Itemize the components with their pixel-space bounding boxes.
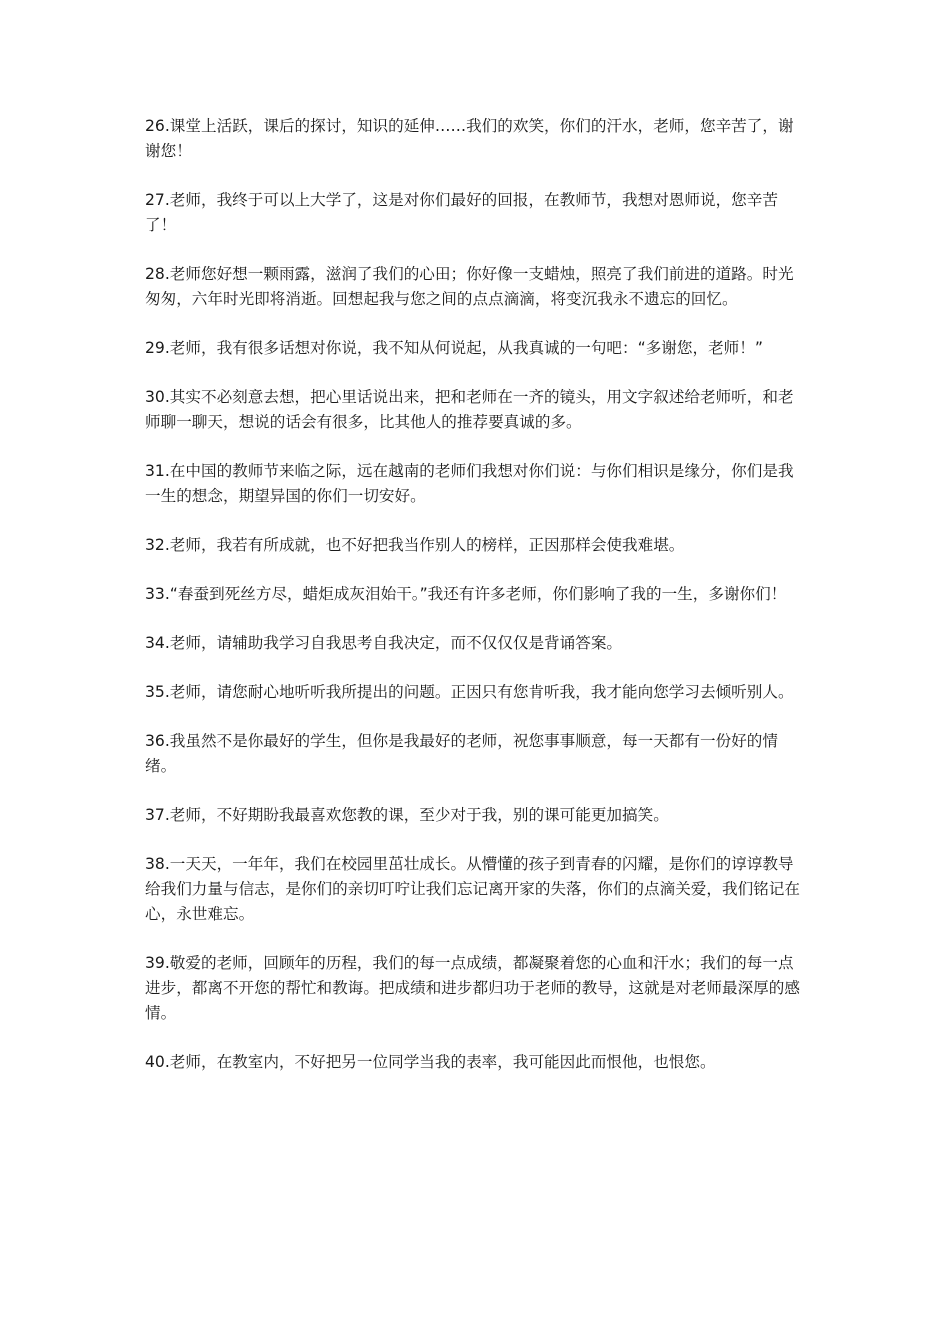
paragraph-39: 39.敬爱的老师，回顾年的历程，我们的每一点成绩，都凝聚着您的心血和汗水；我们的每一点进步，都离不开您的帮忙和教诲。把成绩和进步都归功于老师的教导，这就是对老师最深厚的感情。 [145, 954, 800, 1022]
paragraph-30: 30.其实不必刻意去想，把心里话说出来，把和老师在一齐的镜头，用文字叙述给老师听，和老师聊一聊天，想说的话会有很多，比其他人的推荐要真诚的多。 [145, 388, 794, 431]
paragraph-31: 31.在中国的教师节来临之际，远在越南的老师们我想对你们说：与你们相识是缘分，你们是我一生的想念，期望异国的你们一切安好。 [145, 462, 794, 505]
paragraph-32: 32.老师，我若有所成就，也不好把我当作别人的榜样，正因那样会使我难堪。 [145, 536, 685, 554]
document-body [145, 114, 807, 1099]
paragraph-38: 38.一天天，一年年，我们在校园里茁壮成长。从懵懂的孩子到青春的闪耀，是你们的谆谆教导给我们力量与信志，是你们的亲切叮咛让我们忘记离开家的失落，你们的点滴关爱，我们铭记在心，永世难忘。 [145, 855, 800, 923]
paragraph-36: 36.我虽然不是你最好的学生，但你是我最好的老师，祝您事事顺意，每一天都有一份好的情绪。 [145, 732, 778, 775]
paragraph-34: 34.老师，请辅助我学习自我思考自我决定，而不仅仅仅是背诵答案。 [145, 634, 623, 652]
paragraph-40: 40.老师，在教室内，不好把另一位同学当我的表率，我可能因此而恨他，也恨您。 [145, 1053, 716, 1071]
paragraph-33: 33.“春蚕到死丝方尽，蜡炬成灰泪始干。”我还有许多老师，你们影响了我的一生，多谢你们！ [145, 585, 787, 603]
paragraph-29: 29.老师，我有很多话想对你说，我不知从何说起，从我真诚的一句吧：“多谢您，老师！” [145, 339, 763, 357]
paragraph-35: 35.老师，请您耐心地听听我所提出的问题。正因只有您肯听我，我才能向您学习去倾听别人。 [145, 683, 794, 701]
paragraph-37: 37.老师，不好期盼我最喜欢您教的课，至少对于我，别的课可能更加搞笑。 [145, 806, 669, 824]
paragraph-26: 26.课堂上活跃，课后的探讨，知识的延伸……我们的欢笑，你们的汗水，老师，您辛苦了，谢谢您！ [145, 117, 794, 160]
paragraph-28: 28.老师您好想一颗雨露，滋润了我们的心田；你好像一支蜡烛，照亮了我们前进的道路。时光匆匆，六年时光即将消逝。回想起我与您之间的点点滴滴，将变沉我永不遗忘的回忆。 [145, 265, 794, 308]
paragraph-27: 27.老师，我终于可以上大学了，这是对你们最好的回报，在教师节，我想对恩师说，您辛苦了！ [145, 191, 778, 234]
